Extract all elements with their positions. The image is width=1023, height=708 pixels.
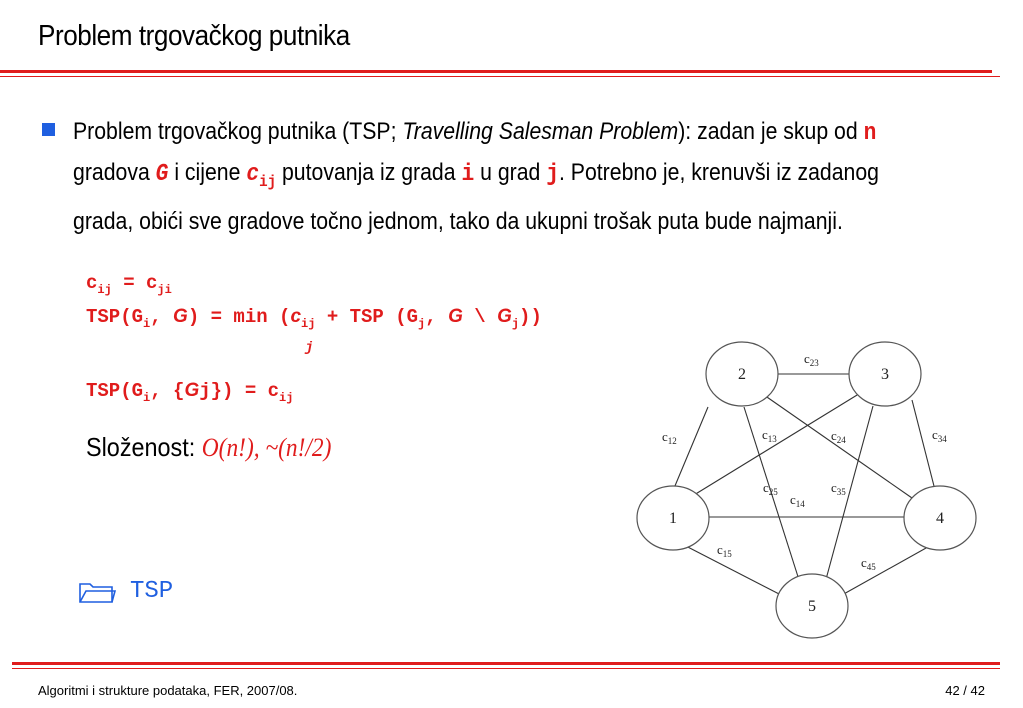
edge-label-c25: $c_{25}$ — [763, 480, 778, 497]
tsp-link[interactable] — [78, 578, 173, 605]
symbol-n: n — [863, 120, 877, 147]
formula-symmetry: $c_{ij} = c_{ji}$ — [86, 272, 172, 297]
symbol-i: i — [461, 161, 475, 188]
symbol-c-sub: ij — [259, 172, 277, 191]
node-4: 4 — [936, 510, 944, 527]
text-run: gradova — [73, 159, 156, 186]
footer-divider-thin — [12, 668, 1000, 669]
text-run: putovanja iz grada — [276, 159, 462, 186]
text-run: u grad — [474, 159, 547, 186]
complexity-value: O(n!) — [201, 433, 254, 462]
node-5: 5 — [808, 598, 816, 615]
complexity-label: Složenost: — [86, 432, 202, 462]
edge-label-c23: $c_{23}$ — [804, 351, 819, 368]
edge-label-c34: $c_{34}$ — [932, 427, 947, 444]
formula-base-case: $TSP(G_i$, $\{Gj\}) = c_{ij}$ — [86, 380, 294, 405]
title-divider — [0, 70, 992, 73]
edge-label-c14: $c_{14}$ — [790, 492, 805, 509]
formula-min-subscript: j — [305, 340, 314, 356]
complexity-line: Složenost: O(n!), ~(n!/2) — [86, 432, 332, 462]
edge-label-c15: $c_{15}$ — [717, 542, 732, 559]
footer-divider — [12, 662, 1000, 665]
text-run: . Potrebno je, krenuvši iz zadanog grada, obići sve gradove točno jednom, tako da ukupni trošak puta bude najmanji. — [73, 159, 879, 235]
edge-label-c45: $c_{45}$ — [861, 555, 876, 572]
tsp-link-label[interactable]: TSP — [130, 578, 174, 605]
symbol-j: j — [546, 161, 560, 188]
formula-recursion: $TSP(G_i$, $G) = \min (c_{ij}$ + TSP ($G_j$, G \ $G_j$)) — [86, 306, 542, 331]
text-run: Problem trgovačkog putnika (TSP; — [73, 118, 403, 145]
tsp-graph — [630, 338, 980, 648]
node-3: 3 — [881, 366, 889, 383]
edge-label-c12: $c_{12}$ — [662, 429, 677, 446]
text-run-italic: Travelling Salesman Problem — [402, 118, 679, 145]
footer-course: Algoritmi i strukture podataka, FER, 2007/08. — [38, 683, 298, 698]
node-2: 2 — [738, 366, 746, 383]
complexity-approx: ~(n!/2) — [265, 433, 332, 462]
symbol-G: G — [155, 161, 169, 188]
folder-icon — [78, 580, 116, 604]
text-run: i cijene — [168, 159, 247, 186]
title-divider-thin — [0, 76, 1000, 77]
edge-label-c13: $c_{13}$ — [762, 427, 777, 444]
footer-page-number: 42 / 42 — [945, 683, 985, 698]
symbol-c: c — [246, 161, 260, 188]
edge-label-c35: $c_{35}$ — [831, 480, 846, 497]
bullet-square-icon — [42, 123, 55, 136]
text-run: ): zadan je skup od — [678, 118, 864, 145]
slide-title: Problem trgovačkog putnika — [38, 20, 350, 52]
problem-description — [73, 112, 887, 241]
node-1: 1 — [669, 510, 677, 527]
edge-label-c24: $c_{24}$ — [831, 428, 846, 445]
